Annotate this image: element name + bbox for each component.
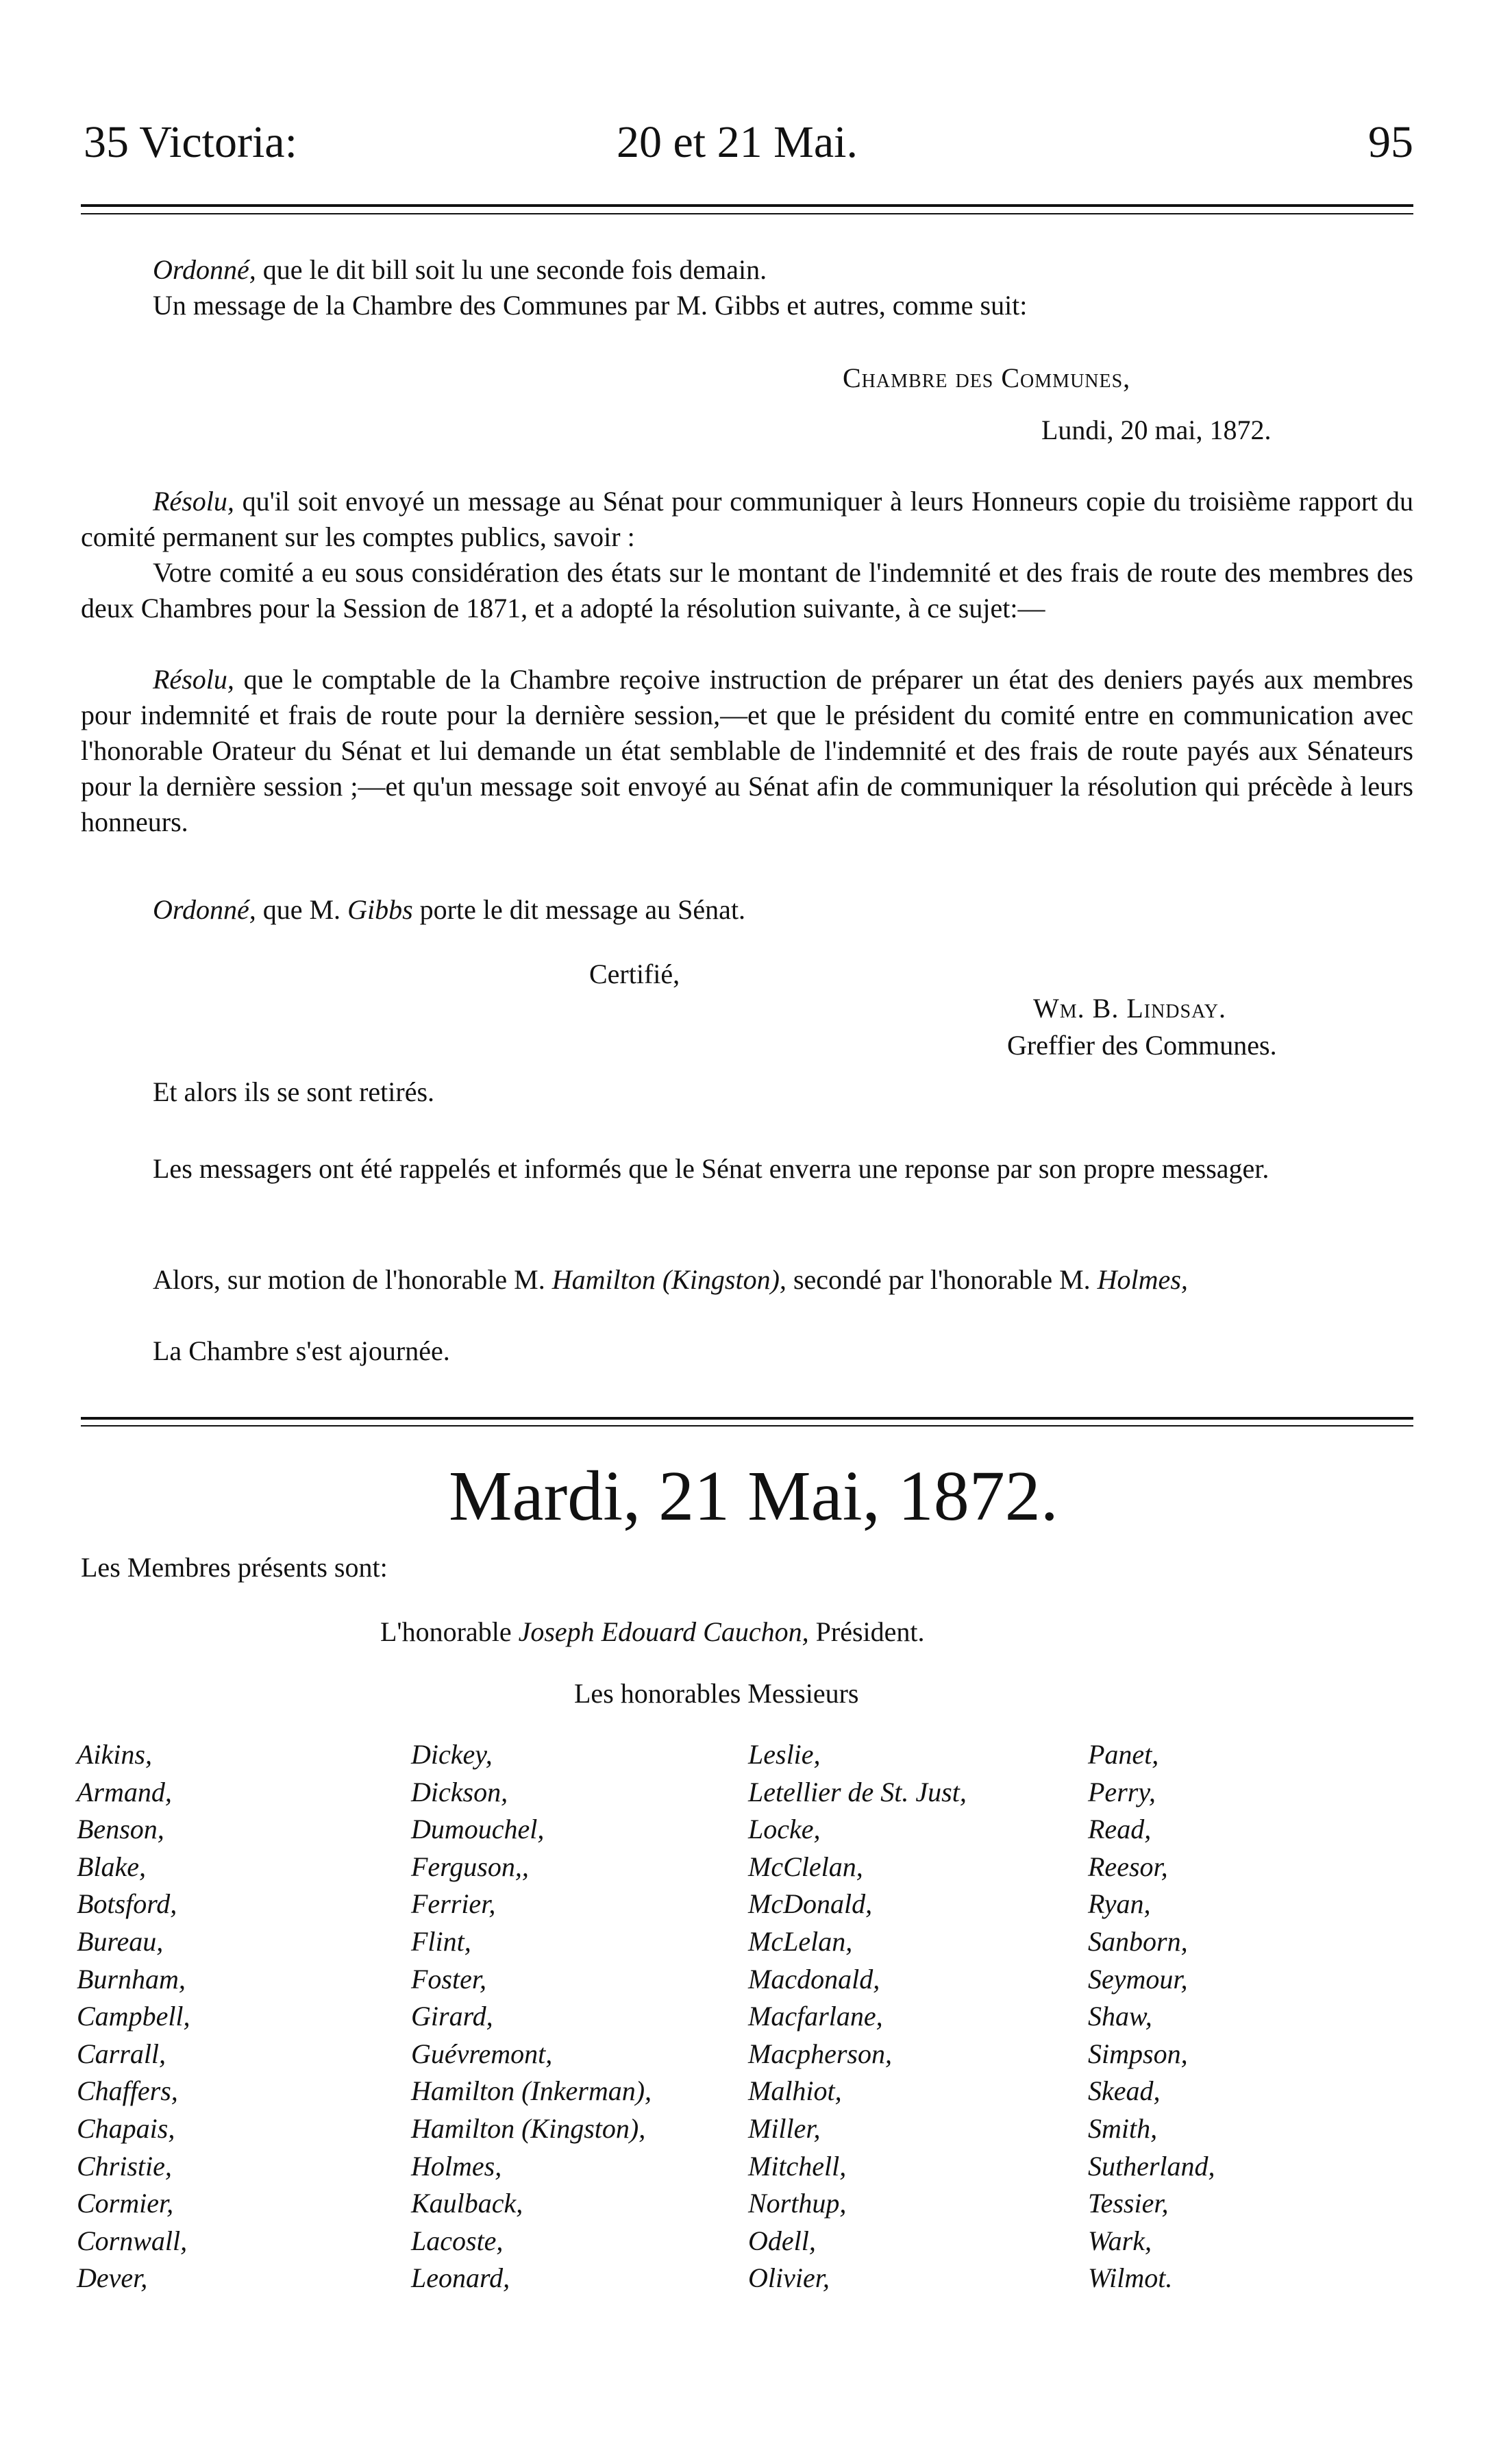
order-second-reading: Ordonné, que le dit bill soit lu une seconde fois demain. (153, 254, 767, 285)
member-name: Sutherland, (1088, 2150, 1215, 2182)
page-number: 95 (1368, 117, 1413, 167)
member-name: Macfarlane, (748, 2001, 883, 2032)
member-name: Shaw, (1088, 2001, 1152, 2032)
member-name: Tessier, (1088, 2188, 1169, 2219)
member-name: Kaulback, (411, 2188, 523, 2219)
signature-name: Wm. B. Lindsay. (1033, 993, 1226, 1024)
chamber-heading: Chambre des Communes, (843, 362, 1131, 393)
members-column-3 (748, 1736, 967, 2297)
section-rule-thin (81, 1425, 1413, 1427)
member-name: Olivier, (748, 2262, 830, 2294)
members-column-2 (411, 1736, 652, 2297)
member-name: Botsford, (77, 1888, 177, 1920)
member-name: Leslie, (748, 1739, 821, 1770)
member-name: Chapais, (77, 2112, 175, 2144)
members-present-intro: Les Membres présents sont: (81, 1552, 388, 1583)
member-name: Chaffers, (77, 2075, 178, 2107)
member-name: McLelan, (748, 1925, 853, 1957)
member-name: Cormier, (77, 2188, 174, 2219)
member-name: Guévremont, (411, 2038, 553, 2069)
member-name: Panet, (1088, 1739, 1159, 1770)
member-name: Hamilton (Inkerman), (411, 2075, 652, 2107)
adjournment-motion: Alors, sur motion de l'honorable M. Hamilton (Kingston), secondé par l'honorable M. Holmes, (153, 1264, 1188, 1295)
member-name: Wilmot. (1088, 2262, 1173, 2294)
member-name: Campbell, (77, 2001, 190, 2032)
member-name: Dickey, (411, 1739, 493, 1770)
member-name: Seymour, (1088, 1963, 1188, 1995)
member-name: Smith, (1088, 2112, 1158, 2144)
member-name: Flint, (411, 1925, 471, 1957)
member-name: Dever, (77, 2262, 148, 2294)
member-name: Macdonald, (748, 1963, 880, 1995)
member-name: Bureau, (77, 1925, 164, 1957)
member-name: Odell, (748, 2225, 816, 2256)
member-name: Read, (1088, 1814, 1152, 1845)
member-name: Benson, (77, 1814, 164, 1845)
member-name: Lacoste, (411, 2225, 504, 2256)
member-name: Ferrier, (411, 1888, 496, 1920)
member-name: Dickson, (411, 1776, 508, 1807)
member-name: McClelan, (748, 1851, 863, 1882)
member-name: Miller, (748, 2112, 821, 2144)
member-name: Holmes, (411, 2150, 502, 2182)
section-rule-thick (81, 1417, 1413, 1420)
signature-title: Greffier des Communes. (1007, 1030, 1277, 1061)
header-date: 20 et 21 Mai. (617, 117, 858, 167)
member-name: Hamilton (Kingston), (411, 2112, 646, 2144)
messengers-recalled: Les messagers ont été rappelés et informés que le Sénat enverra une reponse par son propre messager. (153, 1153, 1269, 1184)
member-name: Perry, (1088, 1776, 1156, 1807)
member-name: Locke, (748, 1814, 821, 1845)
committee-report: Votre comité a eu sous considération des états sur le montant de l'indemnité et des frais de route des membres des deux Chambres pour la Session de 1871, et a adopté la résolution suivante, à ce sujet:— (81, 557, 1413, 623)
order-gibbs: Ordonné, que M. Gibbs porte le dit message au Sénat. (153, 894, 746, 925)
members-column-4 (1088, 1736, 1215, 2297)
member-name: Malhiot, (748, 2075, 842, 2107)
member-name: Simpson, (1088, 2038, 1188, 2069)
member-name: Sanborn, (1088, 1925, 1188, 1957)
header-rule-thin (81, 213, 1413, 214)
member-name: Reesor, (1088, 1851, 1168, 1882)
day-title: Mardi, 21 Mai, 1872. (449, 1457, 1058, 1535)
header-regnal-year: 35 Victoria: (84, 117, 297, 167)
member-name: Leonard, (411, 2262, 510, 2294)
commons-message-intro: Un message de la Chambre des Communes par M. Gibbs et autres, comme suit: (153, 290, 1028, 321)
member-name: Burnham, (77, 1963, 186, 1995)
member-name: Wark, (1088, 2225, 1152, 2256)
honorables-heading: Les honorables Messieurs (574, 1678, 859, 1709)
member-name: McDonald, (748, 1888, 873, 1920)
member-name: Aikins, (77, 1739, 152, 1770)
member-name: Mitchell, (748, 2150, 847, 2182)
member-name: Dumouchel, (411, 1814, 545, 1845)
member-name: Armand, (77, 1776, 172, 1807)
house-adjourned: La Chambre s'est ajournée. (153, 1335, 450, 1366)
member-name: Ferguson,, (411, 1851, 529, 1882)
member-name: Ryan, (1088, 1888, 1151, 1920)
member-name: Christie, (77, 2150, 172, 2182)
member-name: Blake, (77, 1851, 147, 1882)
member-name: Girard, (411, 2001, 493, 2032)
chamber-date: Lundi, 20 mai, 1872. (1041, 415, 1272, 445)
member-name: Skead, (1088, 2075, 1161, 2107)
member-name: Carrall, (77, 2038, 166, 2069)
member-name: Foster, (411, 1963, 486, 1995)
certified: Certifié, (589, 959, 680, 989)
members-column-1 (77, 1736, 190, 2297)
committee-resolution: Résolu, que le comptable de la Chambre reçoive instruction de préparer un état des deniers payés aux membres pour indemnité et frais de route pour la dernière session,—et que le président du comité entre en communication avec l'honorable Orateur du Sénat et lui demande un état semblable de l'indemnité et des frais de route payés aux Sénateurs pour la dernière session ;—et qu'un message soit envoyé au Sénat afin de communiquer la résolution qui précède à leurs honneurs. (81, 664, 1413, 837)
resolution-message: Résolu, qu'il soit envoyé un message au Sénat pour communiquer à leurs Honneurs copie du troisième rapport du comité permanent sur les comptes publics, savoir : (81, 486, 1413, 552)
member-name: Letellier de St. Just, (748, 1776, 967, 1807)
member-name: Northup, (748, 2188, 847, 2219)
header-rule-thick (81, 204, 1413, 207)
speaker-line: L'honorable Joseph Edouard Cauchon, Président. (380, 1616, 925, 1647)
member-name: Macpherson, (748, 2038, 892, 2069)
member-name: Cornwall, (77, 2225, 188, 2256)
withdrew-line: Et alors ils se sont retirés. (153, 1076, 435, 1107)
